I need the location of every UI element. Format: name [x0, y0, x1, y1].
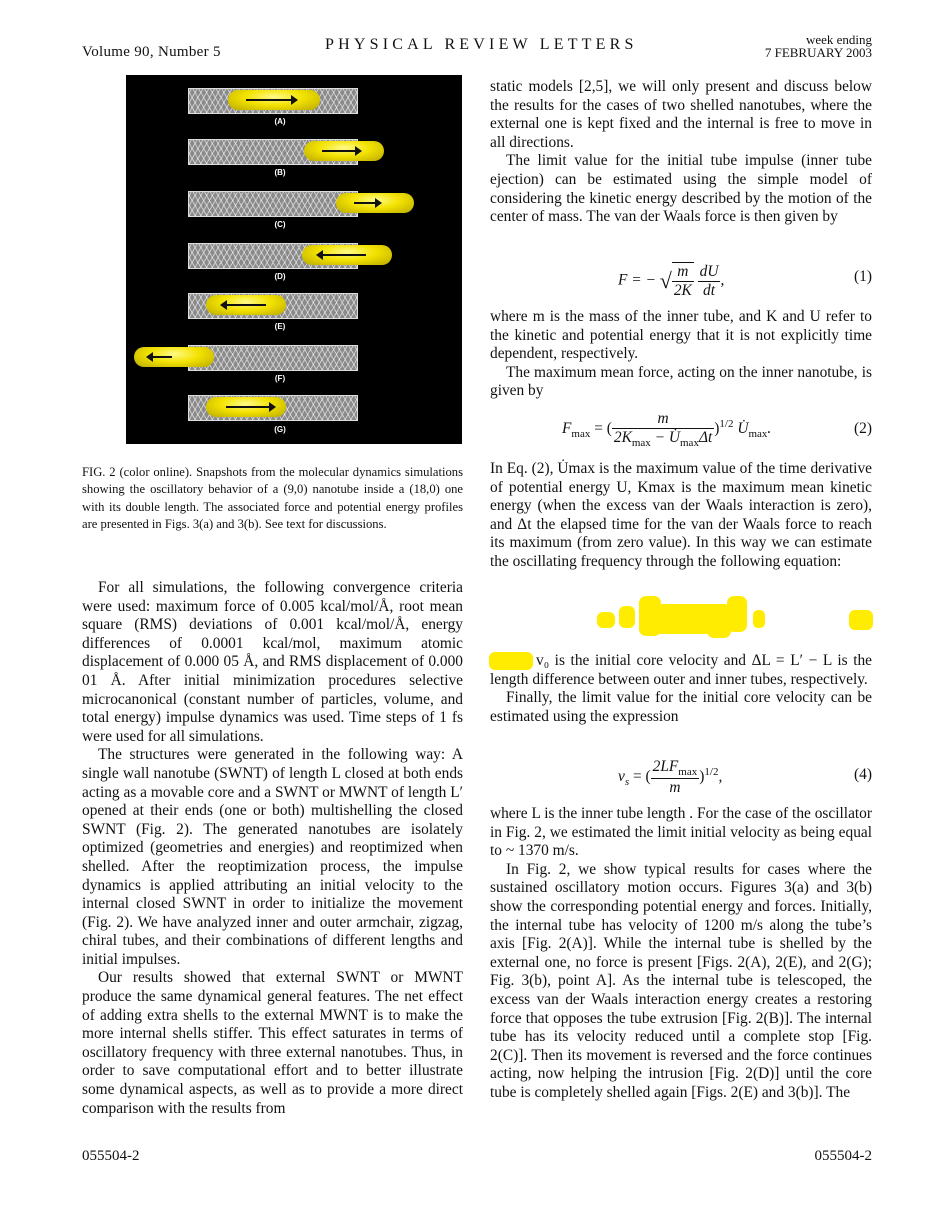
eq1-lhs: F = −	[618, 271, 656, 289]
eq2-m: m	[612, 410, 714, 429]
panel-label-b: (B)	[274, 168, 286, 177]
arrow-a	[246, 99, 292, 101]
right-column-bottom	[490, 805, 872, 1103]
eq4-number: (4)	[854, 766, 872, 783]
arrow-c	[354, 202, 376, 204]
figure-caption: FIG. 2 (color online). Snapshots from the molecular dynamics simulations showing the oscillatory behavior of a (9,0) nanotube inside a (18,0) one with its double length. The associated force and potential energy profiles are presented in Figs. 3(a) and 3(b). See text for discussions.	[82, 465, 463, 532]
paragraph-limit-impulse: The limit value for the initial tube impulse (inner tube ejection) can be estimated using the simple model of considering the kinetic energy described by the motion of the center of mass. The van der Waals force is then given by	[490, 152, 872, 226]
eq2-den: 2K	[613, 429, 632, 446]
paragraph-convergence: For all simulations, the following convergence criteria were used: maximum force of 0.005 kcal/mol/Å, root mean square (RMS) deviations of 0.001 kcal/mol/Å, energy differences of 0.0001 kcal/mol, maximum atomic displacement of 0.000 05 Å, and RMS displacement of 0.000 01 Å. After initial minimization procedures selective microcanonical (constant number of particles, volume, and total energy) impulse dynamics was used. Time steps of 1 fs were used for all simulations.	[82, 579, 463, 745]
eq2-number: (2)	[854, 420, 872, 437]
paragraph-structures: The structures were generated in the following way: A single wall nanotube (SWNT) of length L closed at both ends acting as a movable core and a SWNT or MWNT of length L′ opened at their ends (one or both) multishelling the closed SWNT (Fig. 2). The generated nanotubes are isolately optimized (geometries and energies) and reoptimized when shelled. After the reoptimization process, the impulse dynamics is applied attributing an initial velocity to the internal closed SWNT in order to initialize the movement (Fig. 2). We have analyzed inner and outer armchair, zigzag, chiral tubes, and their combinations of different lengths and initial impulses.	[82, 746, 463, 968]
redaction-block	[619, 606, 635, 628]
paragraph-eq2-description: In Eq. (2), U̇max is the maximum value of the time derivative of potential energy U, Kmax is the maximum mean kinetic energy (when the excess van der Waals interaction is zero), and Δt the elapsed time for the van der Waals force to reach its maximum (from zero value). In this way we can estimate the oscillating frequency through the following equation:	[490, 460, 872, 570]
eq2-den-sub: max	[631, 437, 651, 450]
eq2-u-sub: max	[748, 428, 768, 441]
paragraph-v0-description: v₀ is the initial core velocity and ΔL = L′ − L is the length difference between outer and inner tubes, respectively.	[490, 652, 872, 688]
eq2-lhs: F	[562, 420, 572, 438]
journal-name: PHYSICAL REVIEW LETTERS	[325, 36, 638, 53]
volume-number: Volume 90, Number 5	[82, 44, 221, 60]
paragraph-limit-core-velocity: Finally, the limit value for the initial core velocity can be estimated using the expression	[490, 689, 872, 725]
eq4-num-sub: max	[678, 766, 698, 779]
paragraph-results: Our results showed that external SWNT or MWNT produce the same dynamical general features. The net effect of adding extra shells to the external MWNT is to make the more internal shells stiffer. This effect saturates in terms of oscillatory frequency with three external nanotubes. Thus, in order to save computational effort and to better illustrate some dynamical aspects, as well as to provide a more direct comparison with the results from	[82, 969, 463, 1117]
paragraph-static-models: static models [2,5], we will only present and discuss below the results for the cases of two shelled nanotubes, where the external one is kept fixed and the internal is free to move in all directions.	[490, 78, 872, 151]
redaction-block	[849, 610, 873, 630]
panel-label-g: (G)	[274, 425, 286, 434]
panel-label-f: (F)	[274, 374, 286, 383]
eq2-exp: 1/2	[719, 417, 734, 430]
eq2-den-sub2: max	[680, 437, 699, 450]
panel-label-d: (D)	[274, 272, 286, 281]
arrow-d	[322, 254, 366, 256]
panel-label-e: (E)	[274, 322, 286, 331]
right-column-top	[490, 78, 872, 227]
eq2-den-rest: − U̇	[650, 429, 680, 446]
eq2-lhs-sub: max	[571, 428, 591, 441]
eq4-den: m	[669, 779, 681, 797]
page-number-right: 055504-2	[814, 1148, 872, 1164]
arrow-g	[226, 406, 270, 408]
equation-1: F = − √ $\frac{m}{2K}$ $\frac{dU}{dt}$ , (1)	[618, 262, 872, 299]
eq4-lhs: v	[618, 768, 625, 786]
week-ending-label: week ending	[805, 32, 872, 47]
eq4-exp: 1/2	[704, 765, 719, 778]
paragraph-typical-results: In Fig. 2, we show typical results for cases where the sustained oscillatory motion occurs. Figures 3(a) and 3(b) show the corresponding potential energy and forces. Initially, the internal tube has velocity of 1200 m/s along the tube’s axis [Fig. 2(A)]. While the internal tube is shelled by the external one, no force is present [Figs. 2(A), 2(E), and 2(G); Fig. 3(b), point A]. As the internal tube is telescoped, the excess van der Waals interaction energy creates a restoring force that opposes the tube extrusion [Fig. 2(B)]. The internal tube has its velocity reduced until a complete stop [Fig. 2(C)]. Then its movement is reversed and the force continues acting, now helping the intrusion [Fig. 2(D)] until the core tube is completely shelled again [Figs. 2(E) and 3(b)]. The	[490, 860, 872, 1101]
outer-tube-c	[188, 191, 358, 217]
arrow-b	[322, 150, 356, 152]
paragraph-where-m: where m is the mass of the inner tube, and K and U refer to the kinetic and potential energy that it is not explicitly time dependent, respectively.	[490, 308, 872, 363]
eq1-du: dU	[699, 262, 719, 280]
right-column-eq3-desc	[490, 652, 872, 726]
issue-date	[765, 33, 872, 59]
eq4-lhs-sub: s	[624, 776, 630, 789]
redacted-equation-3	[597, 596, 877, 640]
arrow-e	[226, 304, 266, 306]
left-column	[82, 579, 463, 1118]
redaction-block	[753, 610, 765, 628]
page-number-left: 055504-2	[82, 1148, 140, 1164]
right-column-eq2-desc	[490, 460, 872, 572]
eq1-number: (1)	[854, 268, 872, 285]
date-text: 7 FEBRUARY 2003	[764, 45, 872, 60]
arrow-f	[152, 356, 172, 358]
redaction-block	[597, 612, 615, 628]
redaction-block	[727, 596, 747, 632]
eq4-num: 2LF	[652, 758, 679, 775]
eq2-den-tail: Δt	[698, 429, 713, 446]
eq2-u: U̇	[737, 420, 749, 438]
eq1-2k: 2K	[673, 282, 692, 299]
panel-label-a: (A)	[274, 117, 286, 126]
paragraph-max-force: The maximum mean force, acting on the inner nanotube, is given by	[490, 363, 872, 400]
eq1-m: m	[672, 263, 694, 282]
right-column-mid	[490, 308, 872, 401]
panel-label-c: (C)	[274, 220, 286, 229]
equation-4: $v_s$ = ( $\frac{2LF_{max}}{m}$ )$^{1/2}$, (4)	[618, 758, 872, 797]
paragraph-inner-length: where L is the inner tube length . For the case of the oscillator in Fig. 2, we estimated the limit initial velocity as being equal to ~ 1370 m/s.	[490, 805, 872, 860]
eq1-dt: dt	[703, 281, 716, 299]
equation-2: $F_{max}$ = ( $\frac{m}{2K_{max} - U̇_{max}\Delta t}$ )$^{1/2}$ $U̇_{max}$. (2)	[562, 410, 872, 450]
figure-2-snapshots	[126, 75, 462, 444]
